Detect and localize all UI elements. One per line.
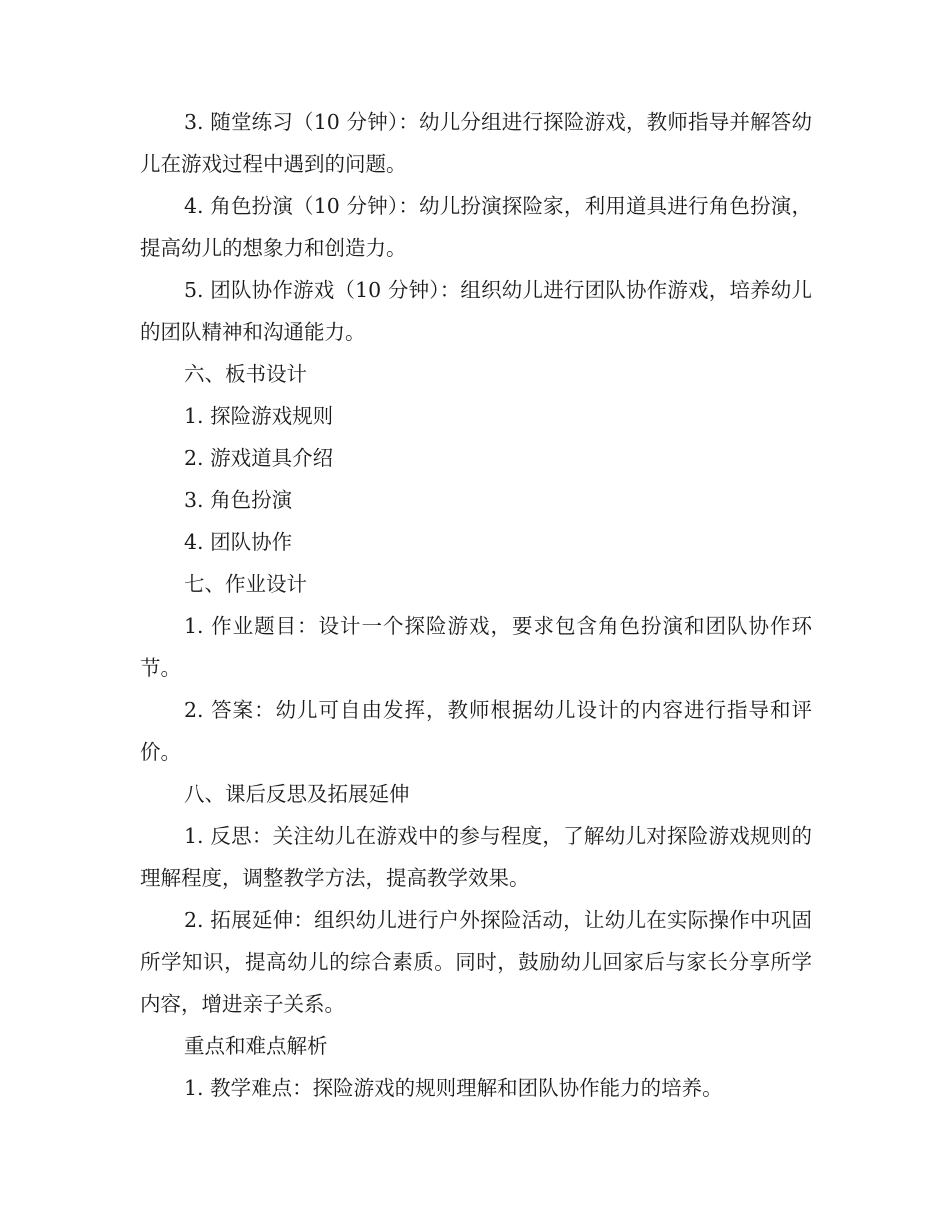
- section-heading-reflection: 八、课后反思及拓展延伸: [184, 782, 410, 806]
- paragraph-practice: 3. 随堂练习（10 分钟）：幼儿分组进行探险游戏，教师指导并解答幼儿在游戏过程中遇到的问题。: [140, 110, 812, 176]
- paragraph-role-play: 4. 角色扮演（10 分钟）：幼儿扮演探险家，利用道具进行角色扮演，提高幼儿的想象力和创造力。: [140, 194, 812, 260]
- list-item: 1. 探险游戏规则: [184, 404, 334, 428]
- section-heading-key-points: 重点和难点解析: [184, 1034, 328, 1058]
- section-heading-blackboard: 六、板书设计: [184, 362, 307, 386]
- paragraph-extension: 2. 拓展延伸：组织幼儿进行户外探险活动，让幼儿在实际操作中巩固所学知识，提高幼儿的综合素质。同时，鼓励幼儿回家后与家长分享所学内容，增进亲子关系。: [140, 908, 812, 1016]
- paragraph-homework-topic: 1. 作业题目：设计一个探险游戏，要求包含角色扮演和团队协作环节。: [140, 614, 812, 680]
- paragraph-difficulty: 1. 教学难点：探险游戏的规则理解和团队协作能力的培养。: [184, 1076, 723, 1100]
- list-item: 4. 团队协作: [184, 530, 293, 554]
- document-body: [140, 101, 812, 1109]
- paragraph-homework-answer: 2. 答案：幼儿可自由发挥，教师根据幼儿设计的内容进行指导和评价。: [140, 698, 812, 764]
- paragraph-team-game: 5. 团队协作游戏（10 分钟）：组织幼儿进行团队协作游戏，培养幼儿的团队精神和沟通能力。: [140, 278, 812, 344]
- paragraph-reflection: 1. 反思：关注幼儿在游戏中的参与程度，了解幼儿对探险游戏规则的理解程度，调整教学方法，提高教学效果。: [140, 824, 812, 890]
- list-item: 2. 游戏道具介绍: [184, 446, 334, 470]
- list-item: 3. 角色扮演: [184, 488, 293, 512]
- section-heading-homework: 七、作业设计: [184, 572, 307, 596]
